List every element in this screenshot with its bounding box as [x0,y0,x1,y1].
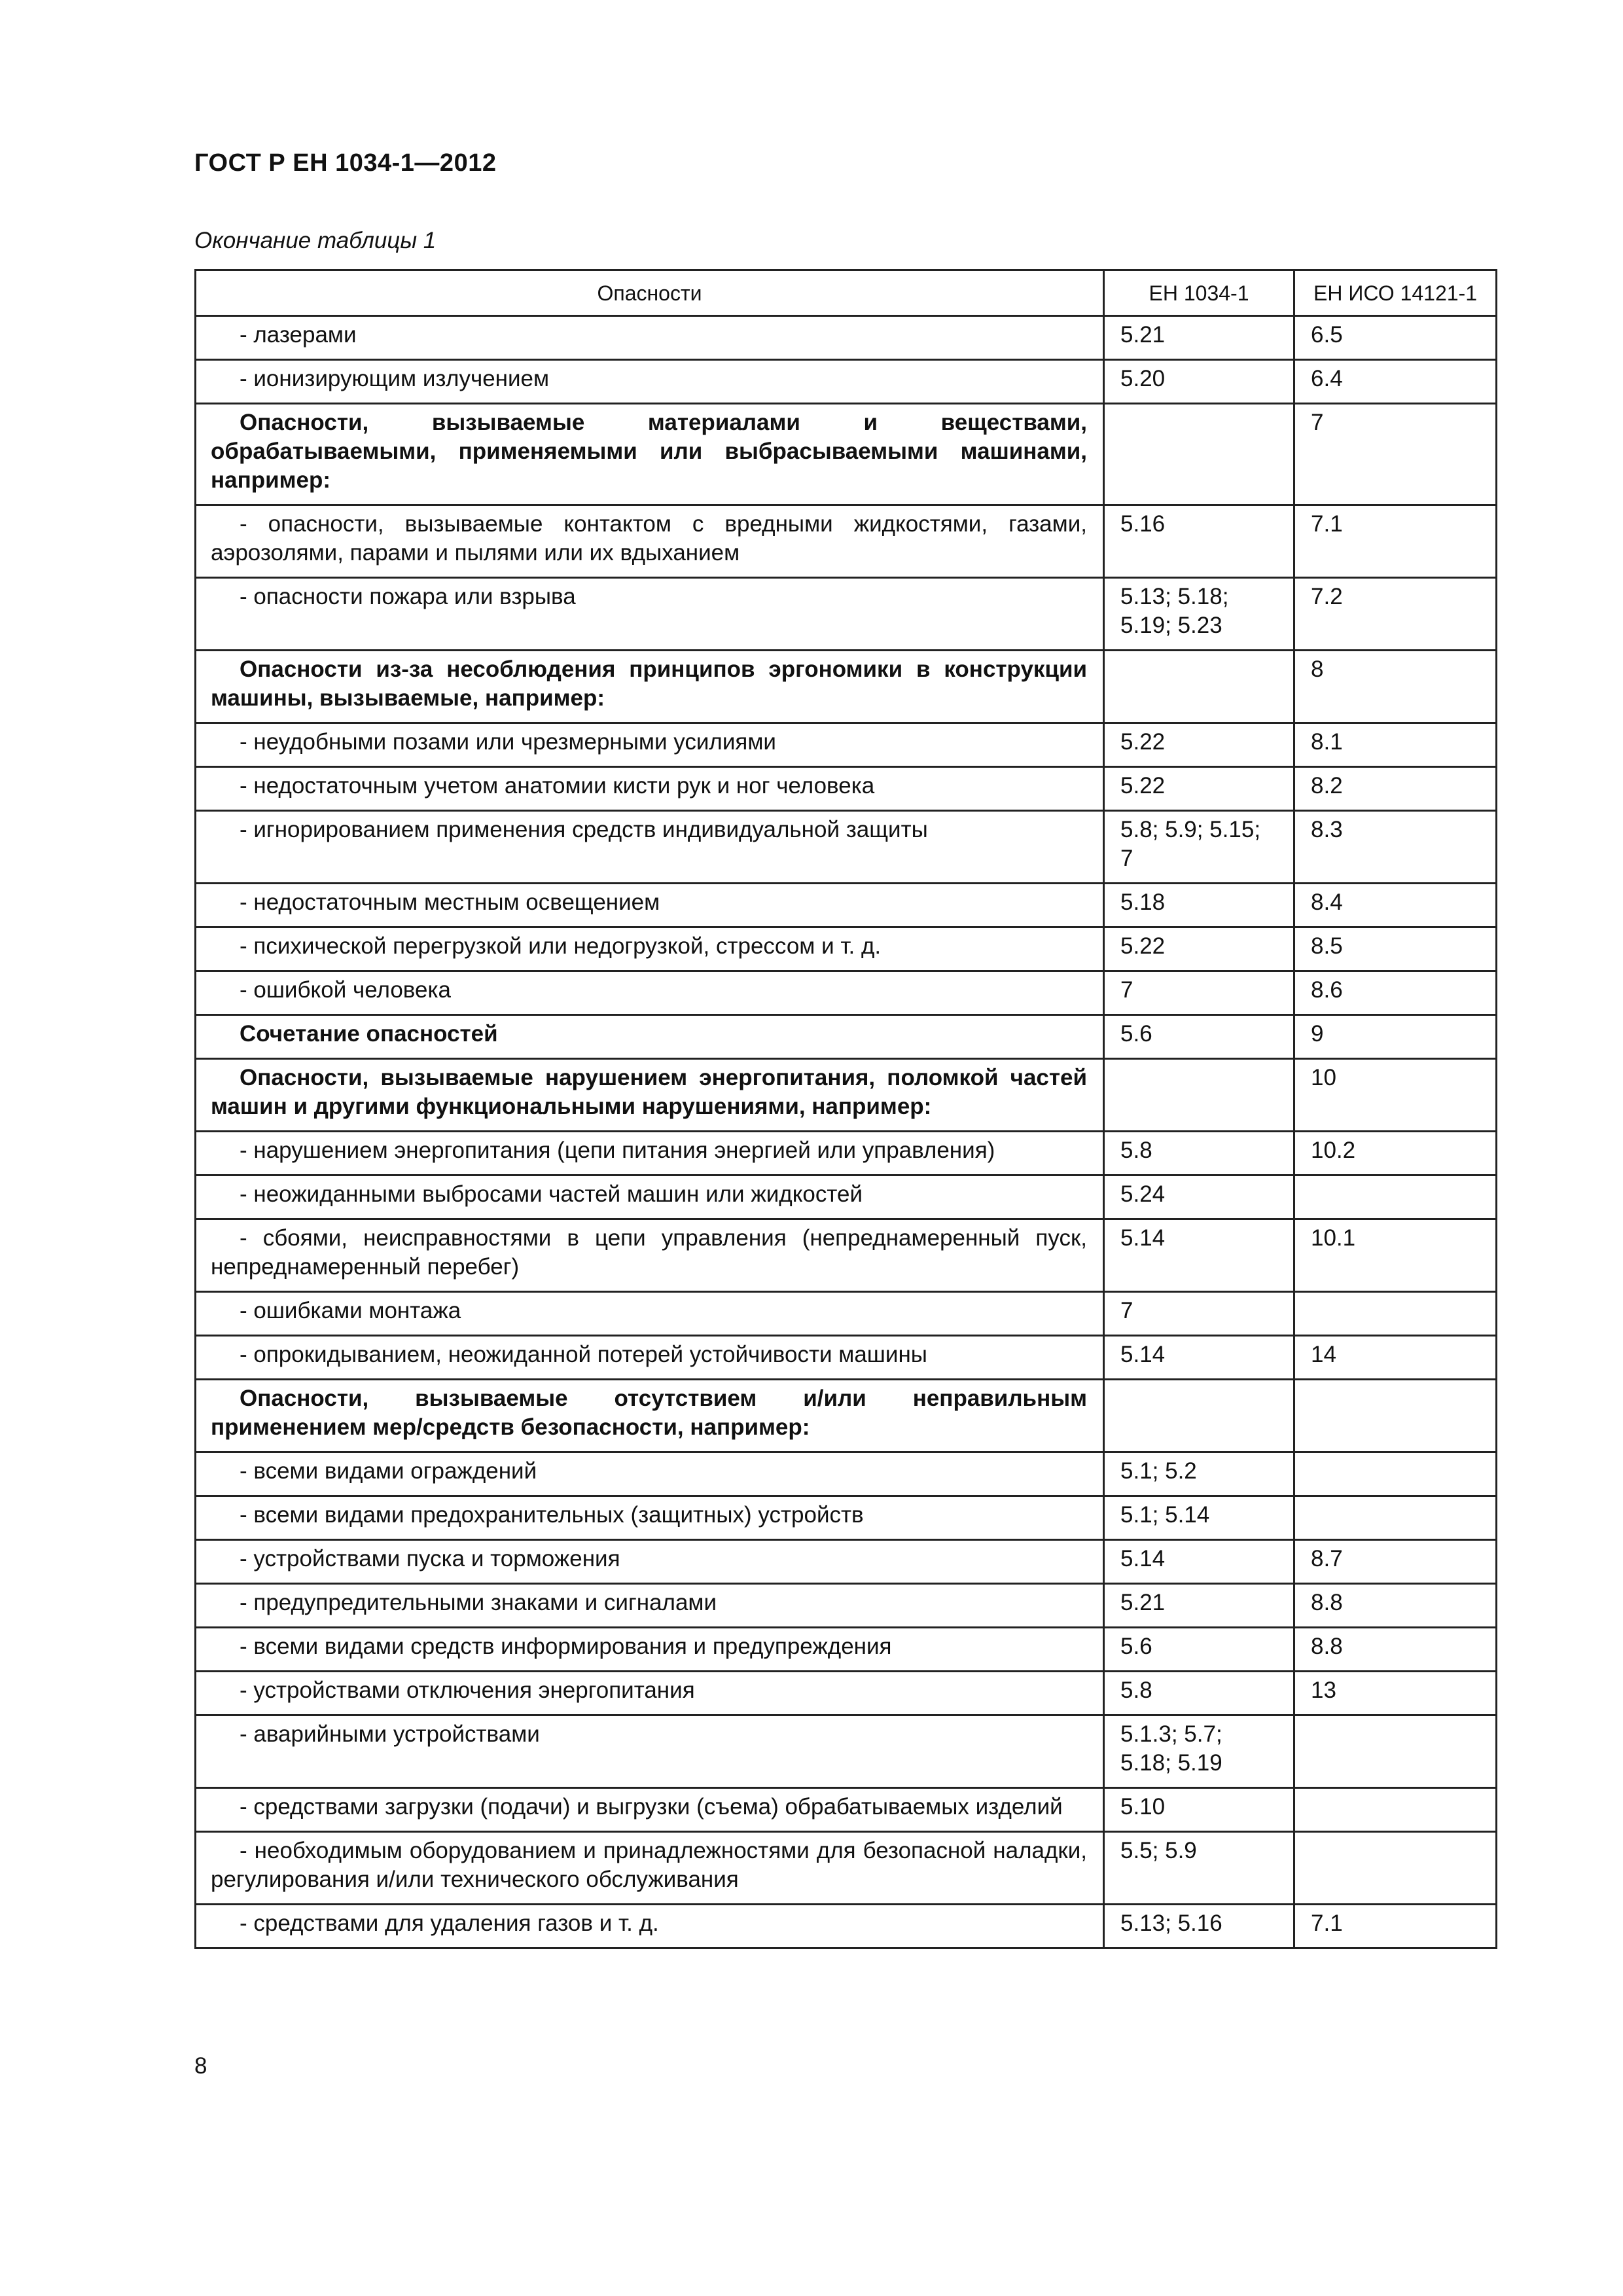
hazard-cell: - средствами для удаления газов и т. д. [196,1905,1104,1948]
en-1034-1-cell: 5.8; 5.9; 5.15; 7 [1104,811,1294,884]
hazard-cell: - всеми видами предохранительных (защитных) устройств [196,1496,1104,1540]
en-1034-1-cell: 5.13; 5.16 [1104,1905,1294,1948]
table-group-row [196,1015,1497,1059]
en-1034-1-cell: 5.21 [1104,316,1294,360]
en-1034-1-cell [1104,1059,1294,1132]
hazard-cell: - недостаточным местным освещением [196,884,1104,927]
hazard-cell: - опасности, вызываемые контактом с вредными жидкостями, газами, аэрозолями, парами и пылями или их вдыханием [196,505,1104,578]
en-1034-1-cell: 5.14 [1104,1219,1294,1292]
table-row [196,1452,1497,1496]
en-iso-14121-1-cell: 7.1 [1294,505,1497,578]
en-1034-1-cell: 5.1.3; 5.7; 5.18; 5.19 [1104,1715,1294,1788]
en-1034-1-cell: 5.14 [1104,1336,1294,1380]
hazard-cell: - всеми видами ограждений [196,1452,1104,1496]
en-1034-1-cell: 5.8 [1104,1132,1294,1175]
en-iso-14121-1-cell [1294,1496,1497,1540]
table-row [196,1496,1497,1540]
table-row [196,1832,1497,1905]
page-number: 8 [194,2053,207,2079]
en-1034-1-cell: 5.1; 5.14 [1104,1496,1294,1540]
en-iso-14121-1-cell: 14 [1294,1336,1497,1380]
en-iso-14121-1-cell [1294,1175,1497,1219]
hazard-cell: - предупредительными знаками и сигналами [196,1584,1104,1628]
en-iso-14121-1-cell: 6.5 [1294,316,1497,360]
table-group-row [196,1059,1497,1132]
en-iso-14121-1-cell: 7.2 [1294,578,1497,651]
table-group-row [196,651,1497,723]
en-1034-1-cell: 5.21 [1104,1584,1294,1628]
en-iso-14121-1-cell [1294,1292,1497,1336]
table-row [196,1584,1497,1628]
en-iso-14121-1-cell: 9 [1294,1015,1497,1059]
en-iso-14121-1-cell: 8.4 [1294,884,1497,927]
en-1034-1-cell: 5.24 [1104,1175,1294,1219]
en-1034-1-cell: 5.6 [1104,1628,1294,1672]
hazard-cell: - аварийными устройствами [196,1715,1104,1788]
table-row [196,811,1497,884]
table-row [196,1175,1497,1219]
en-1034-1-cell: 5.14 [1104,1540,1294,1584]
en-1034-1-cell [1104,1380,1294,1452]
table-row [196,1788,1497,1832]
en-iso-14121-1-cell: 8.3 [1294,811,1497,884]
hazard-cell: - опрокидыванием, неожиданной потерей устойчивости машины [196,1336,1104,1380]
en-iso-14121-1-cell: 8 [1294,651,1497,723]
hazard-cell: - недостаточным учетом анатомии кисти рук и ног человека [196,767,1104,811]
hazard-cell: Опасности из-за несоблюдения принципов эргономики в конструкции машины, вызываемые, например: [196,651,1104,723]
en-iso-14121-1-cell: 7.1 [1294,1905,1497,1948]
table-row [196,1336,1497,1380]
en-1034-1-cell: 5.22 [1104,767,1294,811]
hazard-cell: - ошибкой человека [196,971,1104,1015]
column-header-en-1034-1: ЕН 1034-1 [1104,270,1294,316]
table-row [196,723,1497,767]
en-1034-1-cell: 5.20 [1104,360,1294,404]
en-iso-14121-1-cell [1294,1788,1497,1832]
hazard-cell: Сочетание опасностей [196,1015,1104,1059]
en-iso-14121-1-cell: 6.4 [1294,360,1497,404]
en-1034-1-cell: 5.13; 5.18; 5.19; 5.23 [1104,578,1294,651]
en-iso-14121-1-cell [1294,1452,1497,1496]
hazard-cell: Опасности, вызываемые материалами и веществами, обрабатываемыми, применяемыми или выбрасываемыми машинами, например: [196,404,1104,505]
hazard-cell: - неожиданными выбросами частей машин или жидкостей [196,1175,1104,1219]
hazard-cell: Опасности, вызываемые отсутствием и/или неправильным применением мер/средств безопасности, например: [196,1380,1104,1452]
table-row [196,1292,1497,1336]
en-1034-1-cell: 5.1; 5.2 [1104,1452,1294,1496]
table-row [196,1628,1497,1672]
en-1034-1-cell: 5.22 [1104,723,1294,767]
table-row [196,1905,1497,1948]
table-row [196,1132,1497,1175]
en-iso-14121-1-cell: 8.8 [1294,1628,1497,1672]
en-iso-14121-1-cell: 8.6 [1294,971,1497,1015]
hazard-cell: Опасности, вызываемые нарушением энергопитания, поломкой частей машин и другими функциональными нарушениями, например: [196,1059,1104,1132]
hazard-cell: - всеми видами средств информирования и предупреждения [196,1628,1104,1672]
en-iso-14121-1-cell: 13 [1294,1672,1497,1715]
column-header-hazards: Опасности [196,270,1104,316]
table-row [196,316,1497,360]
hazard-cell: - психической перегрузкой или недогрузкой, стрессом и т. д. [196,927,1104,971]
table-caption: Окончание таблицы 1 [194,228,437,253]
en-iso-14121-1-cell [1294,1715,1497,1788]
en-iso-14121-1-cell: 10 [1294,1059,1497,1132]
hazard-cell: - ошибками монтажа [196,1292,1104,1336]
en-iso-14121-1-cell: 10.2 [1294,1132,1497,1175]
table-group-row [196,404,1497,505]
table-row [196,1715,1497,1788]
en-1034-1-cell: 5.16 [1104,505,1294,578]
en-1034-1-cell [1104,651,1294,723]
en-1034-1-cell: 5.8 [1104,1672,1294,1715]
en-iso-14121-1-cell: 8.1 [1294,723,1497,767]
hazard-cell: - необходимым оборудованием и принадлежностями для безопасной наладки, регулирования и/или технического обслуживания [196,1832,1104,1905]
hazard-cell: - устройствами отключения энергопитания [196,1672,1104,1715]
table-header-row [196,270,1497,316]
table-row [196,360,1497,404]
table-row [196,767,1497,811]
table-row [196,578,1497,651]
en-1034-1-cell: 5.18 [1104,884,1294,927]
column-header-en-iso-14121-1: ЕН ИСО 14121-1 [1294,270,1497,316]
table-row [196,927,1497,971]
en-1034-1-cell: 7 [1104,971,1294,1015]
table-row [196,971,1497,1015]
en-1034-1-cell: 5.6 [1104,1015,1294,1059]
table-row [196,1219,1497,1292]
table-group-row [196,1380,1497,1452]
en-iso-14121-1-cell: 7 [1294,404,1497,505]
en-iso-14121-1-cell [1294,1380,1497,1452]
en-1034-1-cell: 5.5; 5.9 [1104,1832,1294,1905]
table-row [196,1672,1497,1715]
hazard-cell: - устройствами пуска и торможения [196,1540,1104,1584]
table-row [196,884,1497,927]
hazard-cell: - опасности пожара или взрыва [196,578,1104,651]
hazard-cell: - ионизирующим излучением [196,360,1104,404]
en-iso-14121-1-cell: 8.5 [1294,927,1497,971]
hazard-cell: - средствами загрузки (подачи) и выгрузки (съема) обрабатываемых изделий [196,1788,1104,1832]
en-1034-1-cell [1104,404,1294,505]
en-iso-14121-1-cell [1294,1832,1497,1905]
hazard-cell: - сбоями, неисправностями в цепи управления (непреднамеренный пуск, непреднамеренный перебег) [196,1219,1104,1292]
en-1034-1-cell: 7 [1104,1292,1294,1336]
hazard-cell: - неудобными позами или чрезмерными усилиями [196,723,1104,767]
hazard-cell: - лазерами [196,316,1104,360]
en-1034-1-cell: 5.10 [1104,1788,1294,1832]
en-iso-14121-1-cell: 8.7 [1294,1540,1497,1584]
hazard-cell: - нарушением энергопитания (цепи питания энергией или управления) [196,1132,1104,1175]
document-code: ГОСТ Р ЕН 1034-1—2012 [194,149,497,177]
table-row [196,1540,1497,1584]
table-row [196,505,1497,578]
hazards-table [194,269,1497,1949]
hazard-cell: - игнорированием применения средств индивидуальной защиты [196,811,1104,884]
table-body [196,316,1497,1948]
en-iso-14121-1-cell: 8.8 [1294,1584,1497,1628]
en-iso-14121-1-cell: 10.1 [1294,1219,1497,1292]
en-iso-14121-1-cell: 8.2 [1294,767,1497,811]
en-1034-1-cell: 5.22 [1104,927,1294,971]
